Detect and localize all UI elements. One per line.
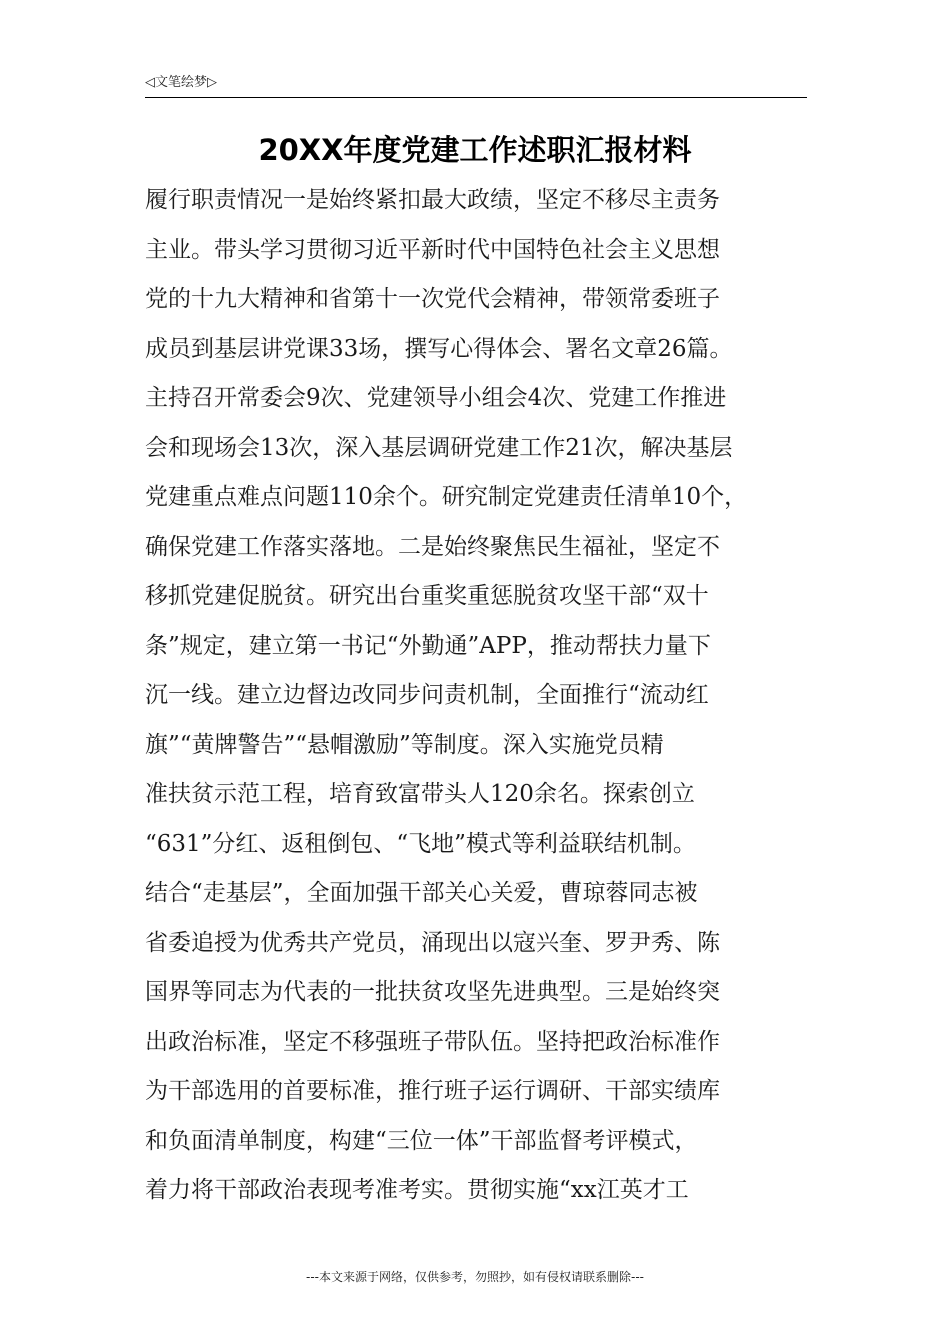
- header-brand: ◁文笔绘梦▷: [145, 75, 217, 90]
- body-line: 和负面清单制度，构建“三位一体”干部监督考评模式，: [145, 1127, 698, 1154]
- document-body: [145, 180, 825, 1220]
- body-line: 党建重点难点问题110余个。研究制定党建责任清单10个，: [145, 484, 748, 510]
- body-line: 沉一线。建立边督边改同步问责机制，全面推行“流动红: [145, 682, 709, 708]
- body-line: 成员到基层讲党课33场，撰写心得体会、署名文章26篇。: [145, 335, 733, 362]
- body-line: 履行职责情况一是始终紧扣最大政绩，坚定不移尽主责务: [145, 187, 720, 213]
- body-line: 移抓党建促脱贫。研究出台重奖重惩脱贫攻坚干部“双十: [145, 583, 709, 609]
- body-line: 条”规定，建立第一书记“外勤通”APP，推动帮扶力量下: [145, 632, 711, 659]
- body-line: 主持召开常委会9次、党建领导小组会4次、党建工作推进: [145, 385, 727, 411]
- body-line: 主业。带头学习贯彻习近平新时代中国特色社会主义思想: [145, 236, 720, 263]
- body-line: 准扶贫示范工程，培育致富带头人120余名。探索创立: [145, 781, 695, 807]
- header-divider: [145, 97, 807, 98]
- body-line: 会和现场会13次，深入基层调研党建工作21次，解决基层: [145, 434, 733, 461]
- body-line: 着力将干部政治表现考准考实。贯彻实施“xx江英才工: [145, 1177, 689, 1203]
- document-title: 20XX年度党建工作述职汇报材料: [258, 133, 692, 167]
- body-line: 省委追授为优秀共产党员，涌现出以寇兴奎、罗尹秀、陈: [145, 929, 720, 956]
- body-line: 党的十九大精神和省第十一次党代会精神，带领常委班子: [145, 286, 720, 312]
- body-line: 出政治标准，坚定不移强班子带队伍。坚持把政治标准作: [145, 1028, 720, 1055]
- body-line: “631”分红、返租倒包、“飞地”模式等利益联结机制。: [145, 830, 696, 857]
- body-line: 确保党建工作落实落地。二是始终聚焦民生福祉，坚定不: [145, 533, 720, 560]
- body-line: 结合“走基层”，全面加强干部关心关爱，曹琼蓉同志被: [145, 880, 698, 906]
- body-line: 旗”“黄牌警告”“悬帽激励”等制度。深入实施党员精: [145, 731, 664, 758]
- footer-disclaimer: ---本文来源于网络，仅供参考，勿照抄，如有侵权请联系删除---: [306, 1270, 644, 1284]
- body-line: 国界等同志为代表的一批扶贫攻坚先进典型。三是始终突: [145, 979, 720, 1005]
- body-line: 为干部选用的首要标准，推行班子运行调研、干部实绩库: [145, 1078, 720, 1104]
